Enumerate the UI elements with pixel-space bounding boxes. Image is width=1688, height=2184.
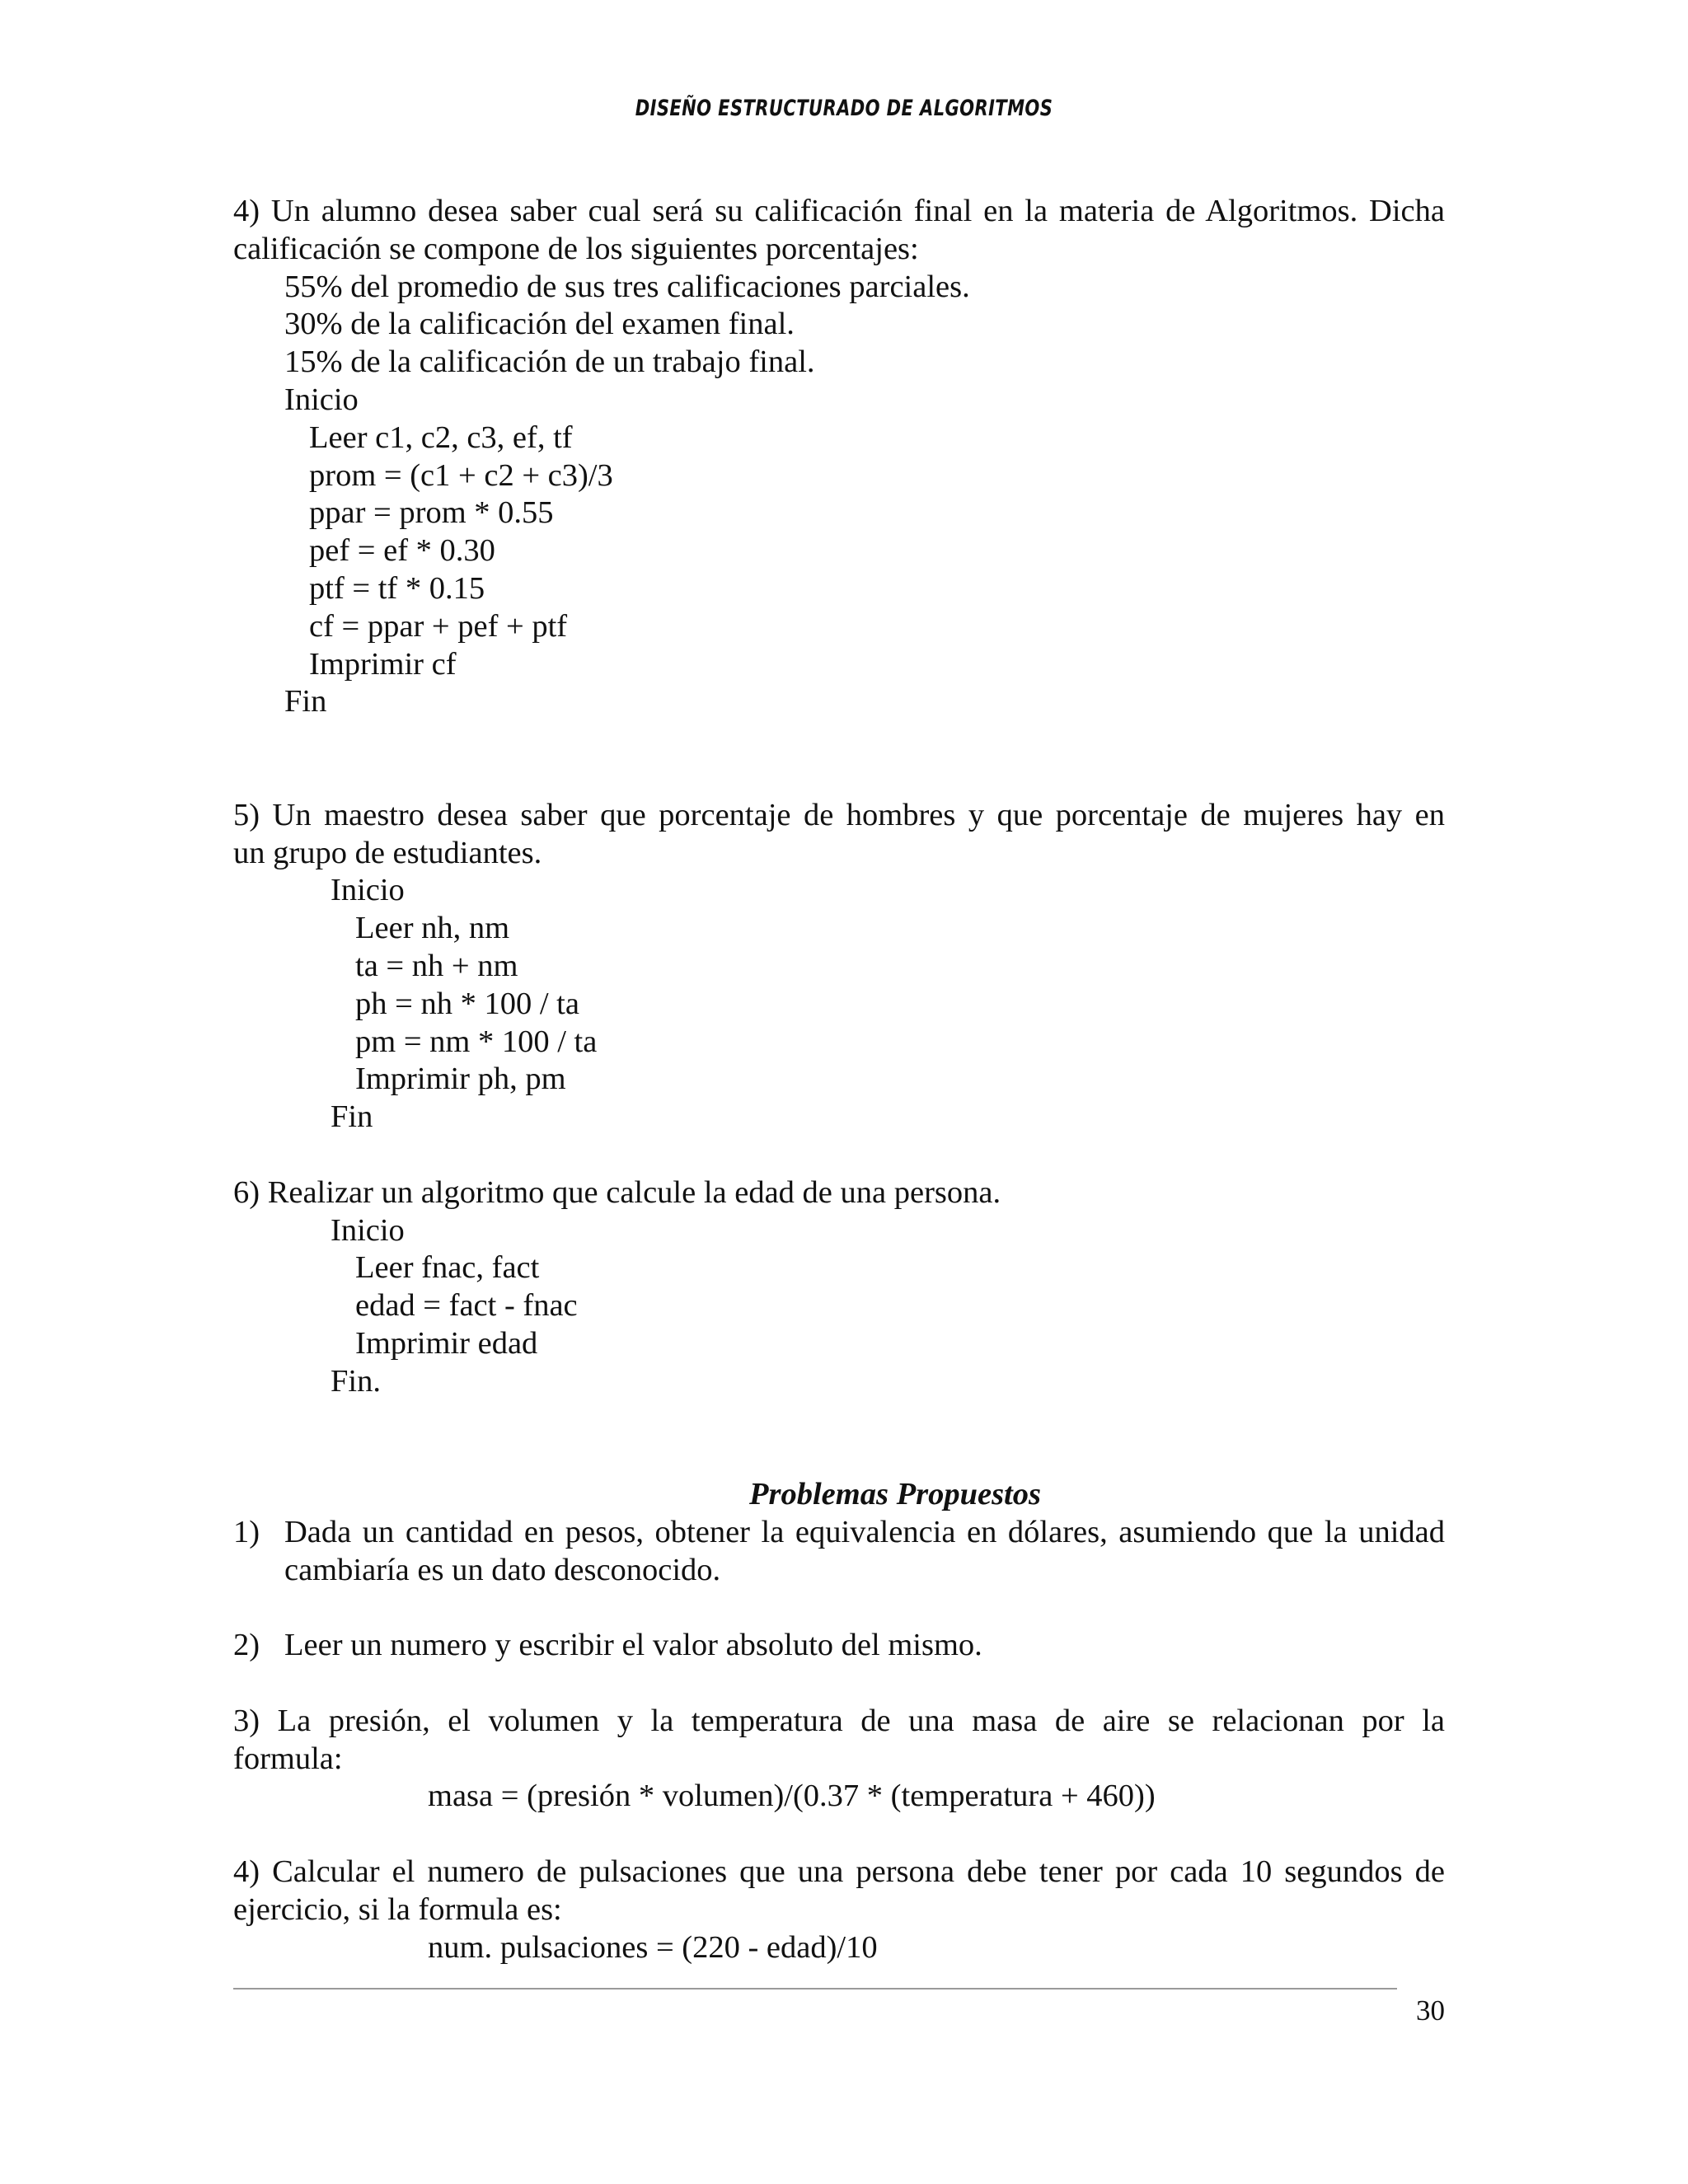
proposed-problem-1-line-1: Dada un cantidad en pesos, obtener la equivalencia en dólares, asumiendo que la unidad bbox=[284, 1514, 1445, 1549]
formula: masa = (presión * volumen)/(0.37 * (temperatura + 460)) bbox=[428, 1779, 1156, 1814]
code-line: Imprimir cf bbox=[309, 646, 457, 682]
algorithm-begin: Inicio bbox=[284, 382, 359, 417]
item-number: 2) bbox=[233, 1628, 260, 1663]
code-line: ta = nh + nm bbox=[355, 948, 518, 983]
proposed-problem-1-line-2: cambiaría es un dato desconocido. bbox=[284, 1552, 721, 1587]
page-content bbox=[233, 193, 1445, 1966]
proposed-problem-2 bbox=[233, 1627, 1445, 1665]
proposed-problem-1 bbox=[233, 1514, 1445, 1590]
percentage-item: 55% del promedio de sus tres calificaciones parciales. bbox=[284, 269, 970, 304]
problem-5-statement-line-2: un grupo de estudiantes. bbox=[233, 835, 542, 870]
code-line: Leer nh, nm bbox=[355, 911, 510, 946]
code-line: Leer c1, c2, c3, ef, tf bbox=[309, 419, 573, 455]
code-line: pm = nm * 100 / ta bbox=[355, 1024, 598, 1059]
proposed-problem-3-line-1: 3) La presión, el volumen y la temperatura de una masa de aire se relacionan por la bbox=[233, 1703, 1445, 1738]
problem-4-statement-line-2: calificación se compone de los siguientes porcentajes: bbox=[233, 231, 919, 266]
problem-6-statement: 6) Realizar un algoritmo que calcule la edad de una persona. bbox=[233, 1174, 1001, 1210]
code-line: pef = ef * 0.30 bbox=[309, 533, 495, 569]
running-header: DISEÑO ESTRUCTURADO DE ALGORITMOS bbox=[635, 96, 1053, 121]
percentage-item: 30% de la calificación del examen final. bbox=[284, 307, 795, 342]
problem-5-statement-line-1: 5) Un maestro desea saber que porcentaje de hombres y que porcentaje de mujeres hay en bbox=[233, 797, 1445, 832]
algorithm-begin: Inicio bbox=[331, 873, 405, 908]
proposed-problem-4-line-1: 4) Calcular el numero de pulsaciones que una persona debe tener por cada 10 segundos de bbox=[233, 1854, 1445, 1890]
formula: num. pulsaciones = (220 - edad)/10 bbox=[428, 1929, 878, 1965]
algorithm-end: Fin bbox=[331, 1099, 373, 1135]
item-number: 1) bbox=[233, 1514, 260, 1549]
algorithm-begin: Inicio bbox=[331, 1212, 405, 1248]
code-line: ptf = tf * 0.15 bbox=[309, 570, 485, 606]
code-line: edad = fact - fnac bbox=[355, 1288, 578, 1324]
code-line: ppar = prom * 0.55 bbox=[309, 495, 554, 531]
proposed-problem-2-line-1: Leer un numero y escribir el valor absoluto del mismo. bbox=[284, 1628, 982, 1663]
code-line: Leer fnac, fact bbox=[355, 1250, 540, 1286]
code-line: ph = nh * 100 / ta bbox=[355, 986, 579, 1021]
code-line: Imprimir ph, pm bbox=[355, 1062, 566, 1097]
problem-4-statement-line-1: 4) Un alumno desea saber cual será su calificación final en la materia de Algoritmos. Dicha bbox=[233, 194, 1445, 228]
algorithm-end: Fin bbox=[284, 684, 327, 719]
percentage-item: 15% de la calificación de un trabajo final. bbox=[284, 344, 815, 380]
proposed-problem-3-line-2: formula: bbox=[233, 1741, 343, 1776]
section-title: Problemas Propuestos bbox=[748, 1477, 1041, 1512]
proposed-problem-4-line-2: ejercicio, si la formula es: bbox=[233, 1891, 562, 1927]
code-line: Imprimir edad bbox=[355, 1325, 538, 1361]
footer-divider bbox=[233, 1988, 1397, 1990]
algorithm-end: Fin. bbox=[331, 1363, 381, 1399]
code-line: prom = (c1 + c2 + c3)/3 bbox=[309, 457, 613, 493]
page-number: 30 bbox=[1416, 1994, 1445, 2027]
code-line: cf = ppar + pef + ptf bbox=[309, 608, 568, 644]
